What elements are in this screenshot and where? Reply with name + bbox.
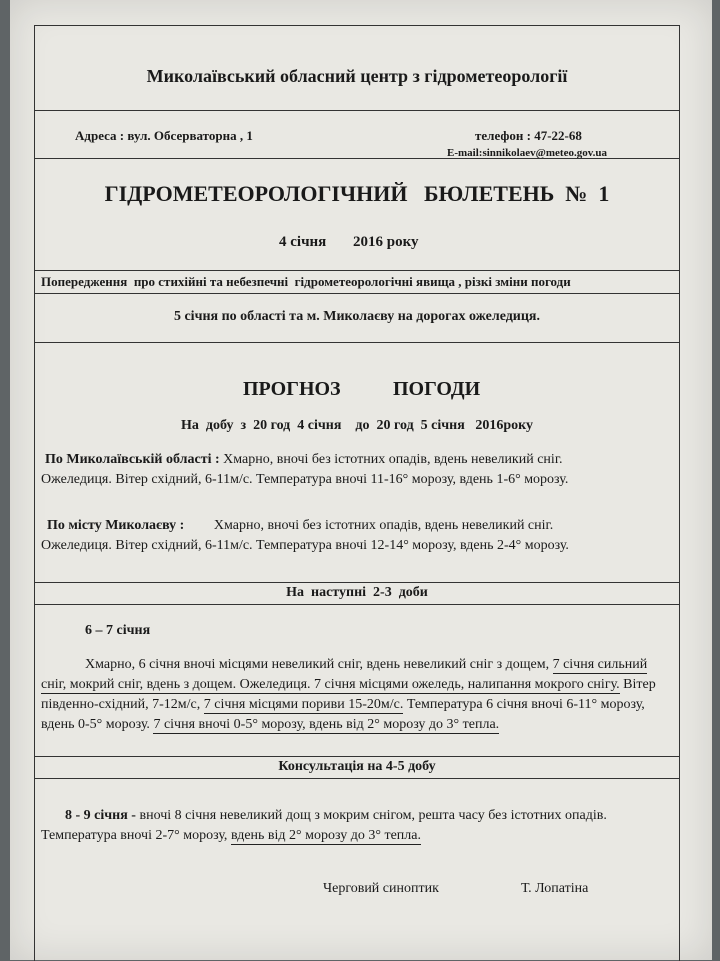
region-forecast-line-1 [45,452,562,468]
next-days-s5: 7 січня місцями пориви 15-20м/с. [203,697,404,712]
consultation-s1: вночі 8 січня невеликий дощ з мокрим снігом, решта часу без істотних опадів. Температура вночі 2-7° морозу, [41,808,607,843]
city-text-1: Хмарно, вночі без істотних опадів, вдень невеликий сніг. [213,518,554,533]
divider [35,293,679,294]
email-line: E-mail:sinnikolaev@meteo.gov.ua [447,147,607,159]
forecast-period: На добу з 20 год 4 січня до 20 год 5 січня 2016року [181,418,533,433]
city-text-2: Ожеледиця. Вітер східний, 6-11м/с. Температура вночі 12-14° морозу, вдень 2-4° морозу. [41,538,569,553]
warnings-text: 5 січня по області та м. Миколаєву на дорогах ожеледиця. [173,309,541,324]
next-days-s7: 7 січня вночі 0-5° морозу, вдень від 2° морозу до 3° тепла. [153,717,500,732]
forecast-title-left: ПРОГНОЗ [243,378,341,400]
divider [35,756,679,757]
next-days-s4: Вітер південно-східний, 7-12м/с, [41,677,656,712]
consultation-s2: вдень від 2° морозу до 3° тепла. [230,828,421,843]
divider [35,342,679,343]
document-sheet [10,0,712,960]
address-line: Адреса : вул. Обсерваторна , 1 [75,128,253,143]
phone-line: телефон : 47-22-68 [475,128,582,143]
divider [35,110,679,111]
divider [35,778,679,779]
bulletin-date-day: 4 січня [279,234,327,250]
next-days-dates: 6 – 7 січня [85,623,151,638]
divider [35,582,679,583]
next-days-s1: Хмарно, 6 січня вночі місцями невеликий сніг, вдень невеликий сніг з дощем, [85,657,553,672]
next-days-s2: 7 січня сильний сніг, мокрий сніг, вдень з дощем. Ожеледиця. [41,657,648,692]
consultation-text [41,806,675,846]
forecast-title-right: ПОГОДИ [393,378,481,400]
forecaster-role: Черговий синоптик [323,881,439,896]
organization-name: Миколаївський обласний центр з гідрометеорології [146,66,568,86]
bulletin-title: ГІДРОМЕТЕОРОЛОГІЧНИЙ БЮЛЕТЕНЬ № 1 [104,181,610,206]
consultation-heading: Консультація на 4-5 добу [278,759,436,774]
divider [35,604,679,605]
next-days-text [41,655,675,735]
consultation-dates: 8 - 9 січня - [65,808,136,823]
next-days-heading: На наступні 2-3 доби [286,585,428,600]
divider [35,270,679,271]
region-label: По Миколаївській області : [45,452,220,467]
city-label: По місту Миколаєву : [47,518,185,533]
warnings-heading: Попередження про стихійні та небезпечні гідрометеорологічні явища , різкі зміни погоди [41,274,571,289]
next-days-s3: 7 січня місцями ожеледь, налипання мокрого снігу. [310,677,620,692]
forecaster-name: Т. Лопатіна [521,881,589,896]
region-text-2: Ожеледиця. Вітер східний, 6-11м/с. Температура вночі 11-16° морозу, вдень 1-6° морозу. [41,472,569,487]
city-forecast-line-1 [47,518,553,534]
region-text-1: Хмарно, вночі без істотних опадів, вдень невеликий сніг. [223,452,563,467]
bulletin-frame [34,25,680,961]
bulletin-date-year: 2016 року [353,234,419,250]
divider [35,158,679,159]
next-days-s6: Температура 6 січня вночі 6-11° морозу, вдень 0-5° морозу. [41,697,645,732]
